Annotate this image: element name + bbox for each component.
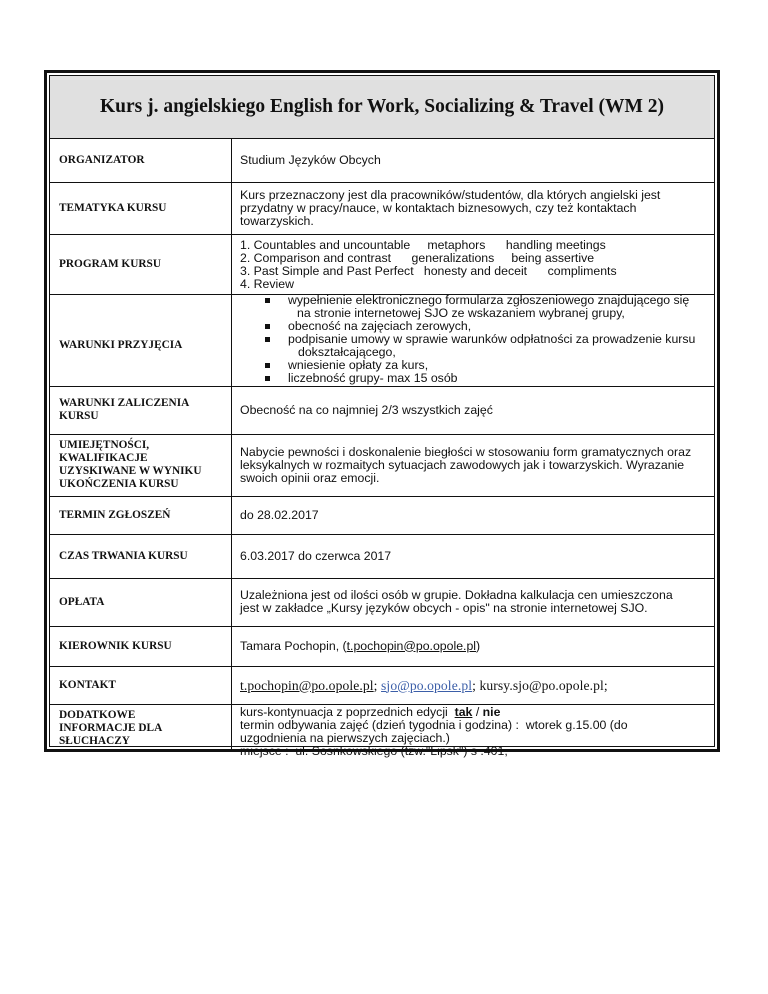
row-oplata — [50, 578, 714, 627]
label-line: DODATKOWE — [59, 708, 136, 721]
bullet-text: podpisanie umowy w sprawie warunków odpłatności za prowadzenie kursu — [288, 332, 696, 346]
oplata-line-2: jest w zakładce „Kursy języków obcych - opis" na stronie internetowej SJO. — [240, 601, 648, 615]
dodatkowe-text: kurs-kontynuacja z poprzednich edycji — [240, 705, 455, 719]
value-czas — [232, 534, 714, 578]
kontakt-email-text: kursy.sjo@po.opole.pl; — [479, 677, 608, 693]
umiejetnosci-line-3: swoich opinii oraz emocji. — [240, 470, 380, 485]
bullet-text: wypełnienie elektronicznego formularza zgłoszeniowego znajdującego się — [288, 293, 690, 307]
title-band — [50, 76, 714, 139]
bullet-continuation: dokształcającego, — [298, 345, 396, 359]
value-oplata — [232, 578, 714, 626]
label-line: SŁUCHACZY — [59, 734, 130, 747]
kontakt-email-link[interactable]: sjo@po.opole.pl — [381, 677, 473, 693]
value-kontakt — [232, 666, 714, 704]
oplata-line-1: Uzależniona jest od ilości osób w grupie. Dokładna kalkulacja cen umieszczona — [240, 588, 673, 602]
label-kierownik: KIEROWNIK KURSU — [50, 626, 232, 666]
bullet-item — [240, 333, 708, 346]
row-tematyka — [50, 182, 714, 235]
label-kontakt: KONTAKT — [50, 666, 232, 704]
program-line-4: 4. Review — [240, 277, 294, 291]
value-warunki-przyjecia — [232, 294, 714, 386]
label-organizator: ORGANIZATOR — [50, 138, 232, 182]
bullet-square-icon — [265, 298, 270, 303]
bullet-item — [240, 294, 708, 307]
termin-text: do 28.02.2017 — [240, 507, 319, 522]
kierownik-close-paren: ) — [476, 638, 481, 653]
bullet-continuation: na stronie internetowej SJO ze wskazaniem wybranej grupy, — [297, 306, 625, 320]
bullet-square-icon — [265, 337, 270, 342]
dodatkowe-line-4: miejsce : ul. Sosnkowskiego (tzw."Lipsk") s .401, — [240, 744, 508, 758]
row-termin — [50, 496, 714, 535]
program-line-1: 1. Countables and uncountable metaphors handling meetings — [240, 238, 606, 252]
label-line: INFORMACJE DLA — [59, 721, 163, 734]
bullet-item — [240, 372, 708, 385]
warunki-zaliczenia-text: Obecność na co najmniej 2/3 wszystkich zajęć — [240, 402, 493, 417]
tematyka-line-2: przydatny w pracy/nauce, w kontaktach biznesowych, czy też kontaktach — [240, 200, 637, 215]
label-termin: TERMIN ZGŁOSZEŃ — [50, 496, 232, 534]
label-oplata: OPŁATA — [50, 578, 232, 626]
page-title: Kurs j. angielskiego English for Work, Socializing & Travel (WM 2) — [99, 96, 665, 117]
kontakt-separator: ; — [373, 677, 382, 693]
label-czas: CZAS TRWANIA KURSU — [50, 534, 232, 578]
bullet-text: wniesienie opłaty za kurs, — [288, 358, 429, 372]
value-warunki-zaliczenia — [232, 386, 714, 434]
label-warunki-przyjecia: WARUNKI PRZYJĘCIA — [50, 294, 232, 386]
bullet-square-icon — [265, 324, 270, 329]
label-warunki-zaliczenia — [50, 386, 232, 434]
kierownik-email-link[interactable]: t.pochopin@po.opole.pl — [346, 638, 477, 653]
row-kierownik — [50, 626, 714, 667]
value-tematyka — [232, 182, 714, 234]
row-czas — [50, 534, 714, 579]
label-line: KURSU — [59, 410, 99, 422]
label-dodatkowe — [50, 704, 232, 752]
label-tematyka: TEMATYKA KURSU — [50, 182, 232, 234]
row-warunki-przyjecia — [50, 294, 714, 387]
program-line-3: 3. Past Simple and Past Perfect honesty and deceit compliments — [240, 264, 617, 278]
row-warunki-zaliczenia — [50, 386, 714, 435]
label-line: UMIEJĘTNOŚCI, — [59, 439, 150, 451]
bullet-square-icon — [265, 363, 270, 368]
label-line: WARUNKI ZALICZENIA — [59, 397, 190, 409]
option-tak: tak — [454, 705, 473, 719]
umiejetnosci-line-2: leksykalnych w rozmaitych sytuacjach zawodowych jak i towarzyskich. Wyrazanie — [240, 457, 685, 472]
option-separator: / — [472, 705, 483, 719]
kontakt-email-link[interactable]: t.pochopin@po.opole.pl — [240, 677, 374, 693]
value-dodatkowe — [232, 704, 714, 758]
value-umiejetnosci — [232, 434, 714, 496]
dodatkowe-line-3: uzgodnienia na pierwszych zajęciach.) — [240, 731, 450, 745]
value-organizator — [232, 138, 714, 182]
label-line: UZYSKIWANE W WYNIKU — [59, 465, 202, 477]
option-nie: nie — [482, 705, 501, 719]
value-termin — [232, 496, 714, 534]
tematyka-line-3: towarzyskich. — [240, 213, 314, 228]
row-dodatkowe — [50, 704, 714, 758]
value-program — [232, 234, 714, 294]
czas-text: 6.03.2017 do czerwca 2017 — [240, 548, 392, 563]
bullet-text: obecność na zajęciach zerowych, — [288, 319, 472, 333]
row-kontakt — [50, 666, 714, 705]
dodatkowe-line-2: termin odbywania zajęć (dzień tygodnia i godzina) : wtorek g.15.00 (do — [240, 718, 628, 732]
course-info-table — [44, 70, 720, 758]
umiejetnosci-line-1: Nabycie pewności i doskonalenie biegłości w stosowaniu form gramatycznych oraz — [240, 444, 692, 459]
row-umiejetnosci — [50, 434, 714, 497]
label-umiejetnosci — [50, 434, 232, 496]
label-program: PROGRAM KURSU — [50, 234, 232, 294]
kierownik-name: Tamara Pochopin, ( — [240, 638, 347, 653]
program-line-2: 2. Comparison and contrast generalizations being assertive — [240, 251, 595, 265]
bullet-square-icon — [265, 376, 270, 381]
table-inner-border — [49, 75, 715, 758]
organizator-text: Studium Języków Obcych — [240, 152, 381, 167]
row-organizator — [50, 138, 714, 183]
label-line: KWALIFIKACJE — [59, 452, 148, 464]
label-line: UKOŃCZENIA KURSU — [59, 478, 179, 490]
kontakt-separator: ; — [472, 677, 480, 693]
value-kierownik — [232, 626, 714, 666]
bullet-text: liczebność grupy- max 15 osób — [288, 371, 458, 385]
tematyka-line-1: Kurs przeznaczony jest dla pracowników/studentów, dla których angielski jest — [240, 187, 661, 202]
row-program — [50, 234, 714, 295]
